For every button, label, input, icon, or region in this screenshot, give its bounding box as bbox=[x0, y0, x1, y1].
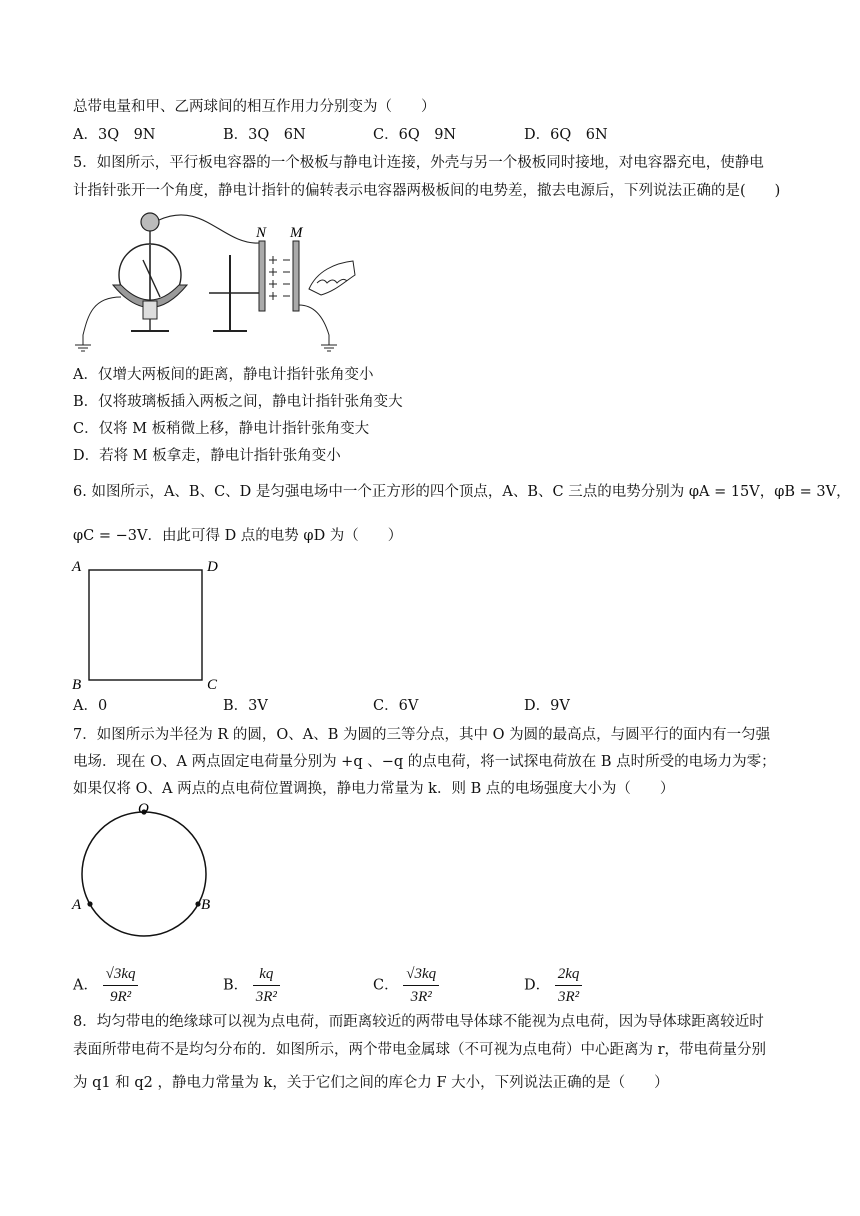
fraction bbox=[403, 964, 439, 1007]
q5-option-d[interactable]: D．若将 M 板拿走，静电计指针张角变小 bbox=[73, 448, 341, 464]
numerator: √3kq bbox=[103, 964, 139, 986]
fraction bbox=[103, 964, 139, 1007]
q6-option-b[interactable]: B．3V bbox=[223, 698, 268, 714]
q8-stem-line2: 表面所带电荷不是均匀分布的．如图所示，两个带电金属球（不可视为点电荷）中心距离为 r，带电荷量分别 bbox=[73, 1042, 767, 1058]
fraction bbox=[253, 964, 280, 1007]
q5-stem-line1: 5．如图所示，平行板电容器的一个极板与静电计连接，外壳与另一个极板同时接地，对电容器充电，使静电 bbox=[73, 155, 764, 171]
label-b: B bbox=[201, 897, 211, 913]
label-a: A bbox=[72, 559, 82, 575]
q6-option-d[interactable]: D．9V bbox=[524, 698, 570, 714]
label-d: D bbox=[207, 559, 218, 575]
q6-option-c[interactable]: C．6V bbox=[373, 698, 419, 714]
option-letter: B． bbox=[223, 977, 249, 994]
q8-stem-line3: 为 q1 和 q2 ，静电力常量为 k，关于它们之间的库仑力 F 大小，下列说法正确的是（ ） bbox=[73, 1075, 669, 1091]
numerator: √3kq bbox=[403, 964, 439, 986]
q7-option-d[interactable] bbox=[524, 964, 582, 1007]
option-letter: A． bbox=[73, 977, 98, 994]
q7-option-c[interactable] bbox=[373, 964, 439, 1007]
q7-circle-figure bbox=[68, 802, 218, 942]
q6-option-a[interactable]: A．0 bbox=[73, 698, 108, 714]
q6-stem-line2: φC = −3V．由此可得 D 点的电势 φD 为（ ） bbox=[73, 528, 403, 544]
q5-capacitor-electrometer-figure bbox=[73, 205, 363, 355]
q6-square-figure bbox=[70, 558, 230, 693]
q7-options bbox=[73, 952, 773, 1005]
fraction bbox=[555, 964, 583, 1007]
q7-option-b[interactable] bbox=[223, 964, 280, 1007]
q4-text-cont: 总带电量和甲、乙两球间的相互作用力分别变为（ ） bbox=[73, 99, 436, 115]
q5-stem-line2: 计指针张开一个角度，静电计指针的偏转表示电容器两极板间的电势差，撤去电源后，下列说法正确的是( ) bbox=[73, 183, 781, 199]
numerator: 2kq bbox=[555, 964, 583, 986]
denominator: 3R² bbox=[558, 989, 580, 1005]
denominator: 3R² bbox=[410, 989, 432, 1005]
label-c: C bbox=[207, 677, 218, 693]
q4-option-a[interactable]: A．3Q 9N bbox=[73, 127, 156, 143]
q5-option-a[interactable]: A．仅增大两板间的距离，静电计指针张角变小 bbox=[73, 367, 374, 383]
q4-options bbox=[73, 125, 773, 145]
q4-option-c[interactable]: C．6Q 9N bbox=[373, 127, 457, 143]
denominator: 9R² bbox=[109, 989, 132, 1005]
q6-stem-line1: 6. 如图所示，A、B、C、D 是匀强电场中一个正方形的四个顶点，A、B、C 三点的电势分别为 φA = 15V，φB = 3V， bbox=[73, 484, 851, 500]
q6-options bbox=[73, 696, 773, 716]
option-letter: C． bbox=[373, 977, 399, 994]
q7-stem-line1: 7．如图所示为半径为 R 的圆，O、A、B 为圆的三等分点，其中 O 为圆的最高点，与圆平行的面内有一匀强 bbox=[73, 727, 771, 743]
numerator: kq bbox=[253, 964, 280, 986]
q5-option-b[interactable]: B．仅将玻璃板插入两板之间，静电计指针张角变大 bbox=[73, 394, 403, 410]
label-b: B bbox=[72, 677, 82, 693]
q7-option-a[interactable] bbox=[73, 964, 138, 1007]
label-a: A bbox=[72, 897, 82, 913]
q7-stem-line3: 如果仅将 O、A 两点的点电荷位置调换，静电力常量为 k．则 B 点的电场强度大小为（ ） bbox=[73, 781, 675, 797]
label-n: N bbox=[256, 225, 267, 241]
q4-option-d[interactable]: D．6Q 6N bbox=[524, 127, 608, 143]
q7-stem-line2: 电场．现在 O、A 两点固定电荷量分别为 +q 、−q 的点电荷，将一试探电荷放在 B 点时所受的电场力为零； bbox=[73, 754, 776, 770]
option-letter: D． bbox=[524, 977, 551, 994]
q4-option-b[interactable]: B．3Q 6N bbox=[223, 127, 306, 143]
denominator: 3R² bbox=[255, 989, 277, 1005]
q8-stem-line1: 8．均匀带电的绝缘球可以视为点电荷，而距离较近的两带电导体球不能视为点电荷，因为导体球距离较近时 bbox=[73, 1014, 764, 1030]
label-o: O bbox=[138, 802, 149, 817]
q5-option-c[interactable]: C．仅将 M 板稍微上移，静电计指针张角变大 bbox=[73, 421, 370, 437]
label-m: M bbox=[290, 225, 303, 241]
